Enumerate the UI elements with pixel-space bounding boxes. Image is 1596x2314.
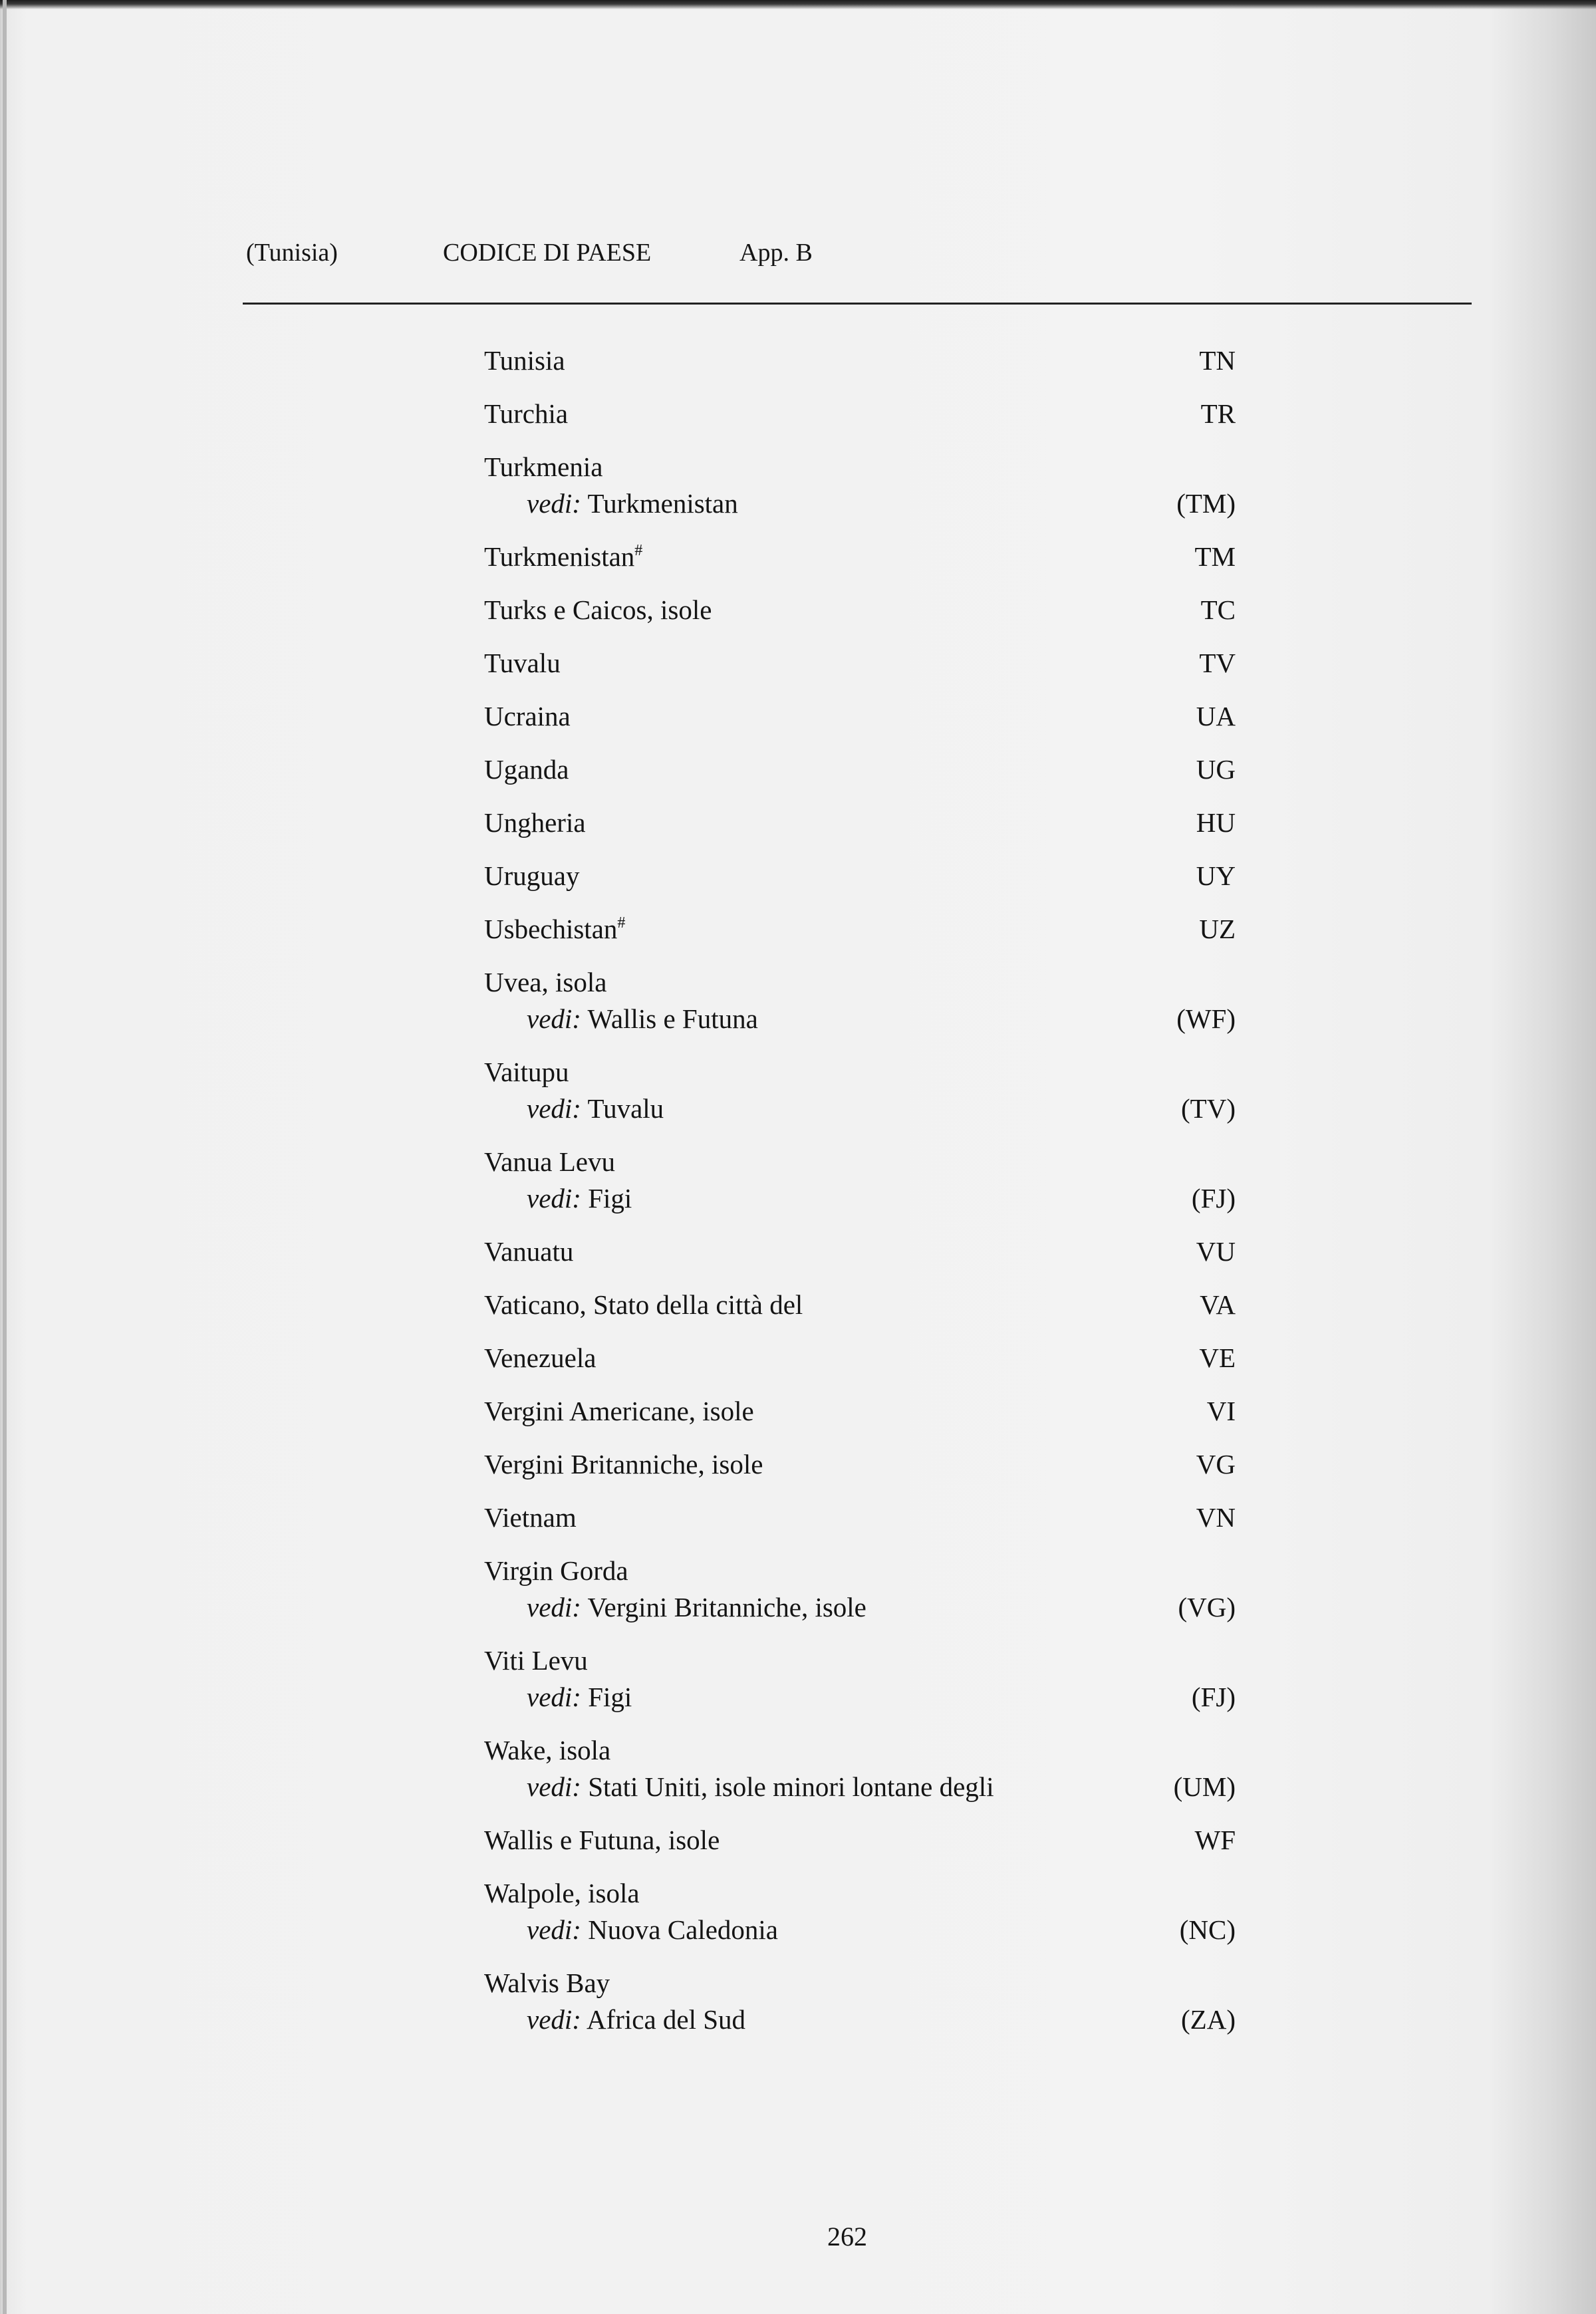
country-name — [484, 592, 712, 628]
country-code-list — [484, 342, 1236, 2055]
country-name — [484, 1446, 763, 1483]
country-name — [484, 1553, 628, 1589]
see-target: Turkmenistan — [587, 488, 738, 519]
scan-top-edge — [0, 0, 1596, 9]
cross-reference — [527, 1589, 866, 1626]
country-code: (TM) — [1176, 488, 1236, 519]
see-target: Vergini Britanniche, isole — [587, 1592, 866, 1622]
see-label: vedi: — [527, 1682, 581, 1712]
list-item — [484, 858, 1236, 894]
entry-line — [484, 1732, 1236, 1769]
entry-line — [484, 1553, 1236, 1589]
header-section: (Tunisia) — [246, 239, 338, 267]
header-rule — [243, 303, 1472, 305]
country-name-text: Uruguay — [484, 860, 580, 891]
country-name — [484, 1393, 754, 1430]
country-code: (TV) — [1181, 1093, 1236, 1124]
country-code: (FJ) — [1191, 1682, 1236, 1712]
country-name — [484, 751, 569, 788]
list-item — [484, 342, 1236, 379]
country-name — [484, 396, 568, 432]
entry-line — [484, 396, 1236, 432]
list-item — [484, 592, 1236, 628]
country-name-text: Usbechistan — [484, 914, 618, 944]
country-code: VN — [1196, 1502, 1236, 1533]
country-name-text: Tunisia — [484, 345, 565, 376]
page-number: 262 — [827, 2222, 867, 2251]
country-name-text: Turkmenistan — [484, 541, 635, 572]
entry-line — [484, 964, 1236, 1001]
see-target: Wallis e Futuna — [587, 1003, 758, 1034]
country-code: UZ — [1199, 914, 1236, 944]
country-name-text: Ucraina — [484, 701, 571, 731]
cross-reference-line — [484, 1912, 1236, 1948]
entry-line — [484, 1446, 1236, 1483]
entry-line — [484, 698, 1236, 735]
entry-line — [484, 751, 1236, 788]
see-label: vedi: — [527, 1914, 581, 1945]
list-item — [484, 805, 1236, 841]
see-target: Stati Uniti, isole minori lontane degli — [588, 1771, 994, 1802]
country-name-text: Walpole, isola — [484, 1878, 640, 1908]
list-item — [484, 1340, 1236, 1376]
entry-line — [484, 539, 1236, 575]
see-label: vedi: — [527, 1183, 581, 1214]
country-name — [484, 645, 561, 682]
list-item — [484, 1822, 1236, 1859]
country-name-text: Uvea, isola — [484, 967, 607, 997]
cross-reference-line — [484, 2001, 1236, 2038]
country-name — [484, 1144, 615, 1180]
footnote-mark: # — [634, 542, 643, 559]
entry-line — [484, 805, 1236, 841]
list-item — [484, 449, 1236, 522]
country-code: (WF) — [1176, 1003, 1236, 1034]
country-name-text: Ungheria — [484, 807, 586, 838]
country-name-text: Vanuatu — [484, 1236, 574, 1267]
cross-reference — [527, 1769, 994, 1805]
country-name-text: Vaticano, Stato della città del — [484, 1289, 803, 1320]
country-name-text: Turks e Caicos, isole — [484, 594, 712, 625]
country-name — [484, 1642, 588, 1679]
country-code: VI — [1206, 1396, 1236, 1426]
country-code: VG — [1196, 1449, 1236, 1479]
entry-line — [484, 342, 1236, 379]
list-item — [484, 1054, 1236, 1127]
entry-line — [484, 1287, 1236, 1323]
entry-line — [484, 858, 1236, 894]
country-name-text: Turkmenia — [484, 451, 603, 482]
entry-line — [484, 1340, 1236, 1376]
cross-reference-line — [484, 1679, 1236, 1716]
country-code: TN — [1199, 345, 1236, 376]
country-name — [484, 858, 579, 894]
country-name-text: Viti Levu — [484, 1645, 588, 1676]
country-code: TM — [1194, 541, 1236, 572]
see-target: Figi — [588, 1682, 632, 1712]
list-item — [484, 1875, 1236, 1948]
see-label: vedi: — [527, 1592, 581, 1622]
country-code: UG — [1196, 754, 1236, 785]
country-name-text: Walvis Bay — [484, 1968, 610, 1998]
cross-reference — [527, 1091, 664, 1127]
country-name — [484, 342, 565, 379]
entry-line — [484, 1822, 1236, 1859]
see-label: vedi: — [527, 1003, 581, 1034]
entry-line — [484, 1393, 1236, 1430]
list-item — [484, 1233, 1236, 1270]
list-item — [484, 1732, 1236, 1805]
see-label: vedi: — [527, 1093, 581, 1124]
header-title: CODICE DI PAESE — [443, 239, 652, 267]
cross-reference-line — [484, 1001, 1236, 1037]
running-header — [246, 236, 1476, 269]
country-name — [484, 1822, 720, 1859]
country-name — [484, 698, 571, 735]
cross-reference-line — [484, 1589, 1236, 1626]
entry-line — [484, 1499, 1236, 1536]
list-item — [484, 1144, 1236, 1217]
cross-reference — [527, 1912, 778, 1948]
country-name — [484, 1965, 610, 2001]
country-name-text: Venezuela — [484, 1343, 597, 1373]
list-item — [484, 1965, 1236, 2038]
country-name — [484, 1287, 803, 1323]
country-name — [484, 1499, 577, 1536]
header-appendix: App. B — [739, 239, 813, 267]
country-name-text: Vietnam — [484, 1502, 577, 1533]
country-name — [484, 1732, 610, 1769]
entry-line — [484, 1054, 1236, 1091]
list-item — [484, 1499, 1236, 1536]
country-name-text: Uganda — [484, 754, 569, 785]
list-item — [484, 1446, 1236, 1483]
entry-line — [484, 1233, 1236, 1270]
list-item — [484, 1642, 1236, 1716]
country-name — [484, 1875, 640, 1912]
country-code: TC — [1200, 594, 1236, 625]
country-name — [484, 964, 606, 1001]
see-label: vedi: — [527, 1771, 581, 1802]
list-item — [484, 911, 1236, 948]
cross-reference — [527, 1180, 632, 1217]
country-code: (NC) — [1179, 1914, 1236, 1945]
country-code: VE — [1199, 1343, 1236, 1373]
page-left-edge — [3, 0, 7, 2314]
entry-line — [484, 1144, 1236, 1180]
country-code: TR — [1200, 398, 1236, 429]
country-name-text: Virgin Gorda — [484, 1555, 628, 1586]
cross-reference-line — [484, 485, 1236, 522]
cross-reference-line — [484, 1180, 1236, 1217]
country-name-text: Vaitupu — [484, 1057, 569, 1087]
country-code: VA — [1200, 1289, 1236, 1320]
country-code: HU — [1196, 807, 1236, 838]
list-item — [484, 964, 1236, 1037]
see-label: vedi: — [527, 488, 581, 519]
entry-line — [484, 1642, 1236, 1679]
country-name-text: Wallis e Futuna, isole — [484, 1825, 720, 1855]
see-target: Figi — [588, 1183, 632, 1214]
list-item — [484, 539, 1236, 575]
cross-reference — [527, 485, 738, 522]
entry-line — [484, 911, 1236, 948]
country-name — [484, 1340, 596, 1376]
entry-line — [484, 449, 1236, 485]
entry-line — [484, 592, 1236, 628]
entry-line — [484, 645, 1236, 682]
cross-reference-line — [484, 1769, 1236, 1805]
country-name-text: Wake, isola — [484, 1735, 611, 1765]
country-name-text: Turchia — [484, 398, 569, 429]
cross-reference — [527, 2001, 745, 2038]
list-item — [484, 698, 1236, 735]
country-name-text: Vergini Americane, isole — [484, 1396, 754, 1426]
see-target: Nuova Caledonia — [588, 1914, 778, 1945]
country-code: (FJ) — [1191, 1183, 1236, 1214]
country-code: (VG) — [1178, 1592, 1236, 1622]
country-code: (UM) — [1173, 1771, 1236, 1802]
country-name-text: Tuvalu — [484, 648, 561, 678]
see-target: Tuvalu — [587, 1093, 664, 1124]
cross-reference — [527, 1001, 758, 1037]
country-code: UA — [1196, 701, 1236, 731]
list-item — [484, 396, 1236, 432]
country-name — [484, 1233, 573, 1270]
list-item — [484, 1393, 1236, 1430]
list-item — [484, 645, 1236, 682]
entry-line — [484, 1965, 1236, 2001]
see-label: vedi: — [527, 2004, 581, 2035]
entry-line — [484, 1875, 1236, 1912]
footnote-mark: # — [617, 914, 626, 932]
country-code: WF — [1194, 1825, 1236, 1855]
country-name — [484, 911, 625, 948]
country-name — [484, 1054, 569, 1091]
list-item — [484, 751, 1236, 788]
country-name — [484, 539, 642, 575]
list-item — [484, 1287, 1236, 1323]
country-code: UY — [1196, 860, 1236, 891]
country-code: (ZA) — [1181, 2004, 1236, 2035]
see-target: Africa del Sud — [586, 2004, 746, 2035]
country-name-text: Vanua Levu — [484, 1146, 615, 1177]
cross-reference — [527, 1679, 632, 1716]
country-name-text: Vergini Britanniche, isole — [484, 1449, 763, 1479]
list-item — [484, 1553, 1236, 1626]
country-code: VU — [1196, 1236, 1236, 1267]
country-code: TV — [1199, 648, 1236, 678]
country-name — [484, 449, 602, 485]
cross-reference-line — [484, 1091, 1236, 1127]
country-name — [484, 805, 586, 841]
